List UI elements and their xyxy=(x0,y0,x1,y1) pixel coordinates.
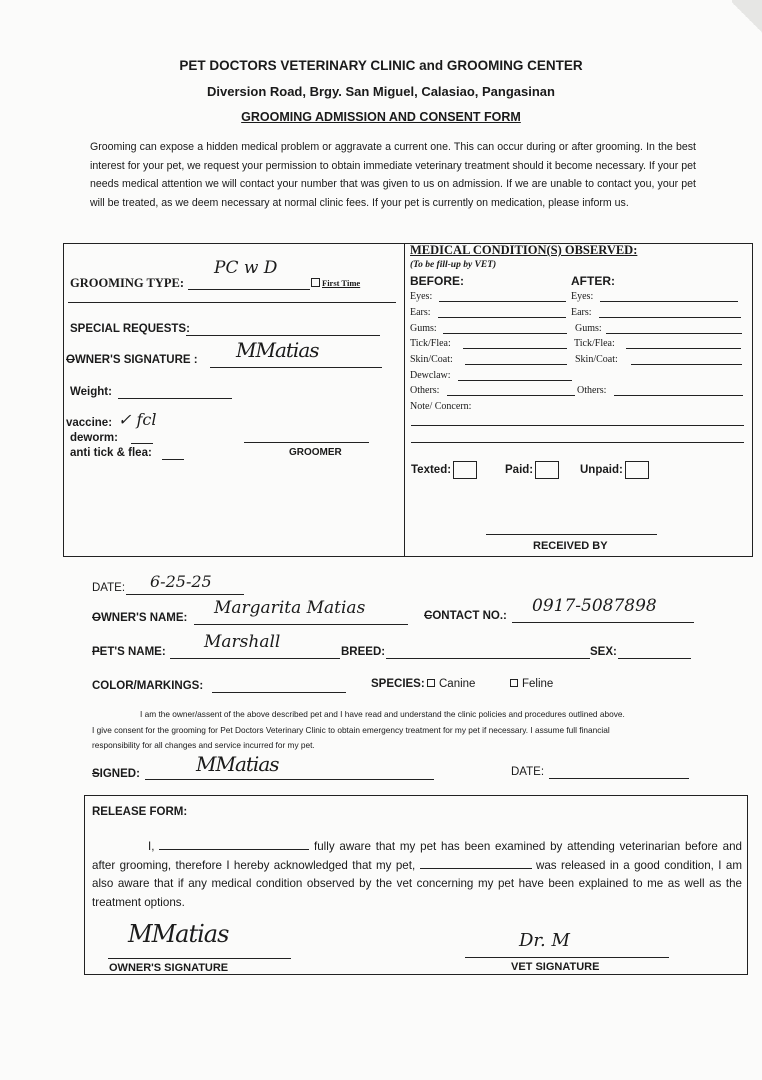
release-name-line[interactable] xyxy=(159,840,309,850)
pet-name-label xyxy=(92,646,166,658)
unpaid-box[interactable] xyxy=(625,461,649,479)
owner-signature-rest: WNER'S SIGNATURE : xyxy=(74,354,198,366)
contact-strike: C xyxy=(424,610,433,622)
contact-rest: ONTACT NO.: xyxy=(432,610,507,622)
first-time-checkbox[interactable] xyxy=(311,278,360,288)
unpaid-field[interactable] xyxy=(580,461,649,479)
pet-name-value[interactable]: Marshall xyxy=(204,632,281,652)
grooming-type-label: GROOMING TYPE: xyxy=(70,276,185,290)
grooming-extra-line xyxy=(68,302,396,303)
after-tick: Tick/Flea: xyxy=(574,338,615,349)
note-concern-label: Note/ Concern: xyxy=(410,401,472,412)
special-requests-label: SPECIAL REQUESTS: xyxy=(70,323,190,335)
paid-box[interactable] xyxy=(535,461,559,479)
vet-signature-label: VET SIGNATURE xyxy=(511,961,600,973)
release-part-2: was released in a good condition, I am also aware that if any medical condition observed by the vet concerning my pet have been explained to me as well as the treatment options. xyxy=(92,858,742,909)
special-requests-line xyxy=(186,335,380,336)
intro-paragraph: Grooming can expose a hidden medical problem or aggravate a current one. This can occur during or after grooming. In the best interest for your pet, we request your permission to obtain immediate veterinary treatment should it become necessary. If your pet needs medical attention we will contact your number that was given to us on admission. If we are unable to contact you, your pet will be treated, as we deem necessary at normal clinic fees. If your pet is currently on medication, please inform us. xyxy=(90,141,696,209)
before-eyes-line[interactable] xyxy=(439,301,566,302)
canine-label: Canine xyxy=(439,678,476,690)
after-skin-line[interactable] xyxy=(631,364,742,365)
first-time-box[interactable] xyxy=(311,278,320,287)
anti-tick-label: anti tick & flea: xyxy=(70,447,152,459)
owner-name-value[interactable]: Margarita Matias xyxy=(214,598,366,618)
box-divider xyxy=(404,243,405,557)
after-others-line[interactable] xyxy=(614,395,743,396)
before-skin: Skin/Coat: xyxy=(410,354,453,365)
date-line xyxy=(126,594,244,595)
release-owner-signature: MMatias xyxy=(128,920,229,948)
after-gums-line[interactable] xyxy=(606,333,742,334)
contact-label xyxy=(424,610,507,622)
texted-label: Texted: xyxy=(411,464,452,477)
owner-signature-1: MMatias xyxy=(236,338,319,362)
before-skin-line[interactable] xyxy=(465,364,567,365)
date-label: DATE: xyxy=(92,582,126,594)
received-by-label: RECEIVED BY xyxy=(533,540,608,552)
after-others: Others: xyxy=(577,385,607,396)
after-tick-line[interactable] xyxy=(626,348,741,349)
release-owner-label: OWNER'S SIGNATURE xyxy=(109,962,229,974)
release-title: RELEASE FORM: xyxy=(92,806,188,818)
after-ears-line[interactable] xyxy=(599,317,741,318)
owner-signature-label xyxy=(66,354,198,366)
consent-line-3: responsibility for all changes and service incurred for my pet. xyxy=(92,740,315,750)
before-gums-line[interactable] xyxy=(443,333,567,334)
signed-strike: S xyxy=(92,768,100,780)
after-ears: Ears: xyxy=(571,307,592,318)
signed-line xyxy=(145,779,434,780)
feline-option[interactable] xyxy=(510,678,553,690)
consent-line-1: I am the owner/assent of the above described pet and I have read and understand the clinic policies and procedures outlined above. xyxy=(140,709,625,719)
paid-field[interactable] xyxy=(505,461,559,479)
after-eyes: Eyes: xyxy=(571,291,594,302)
release-paragraph xyxy=(92,838,742,912)
anti-tick-line xyxy=(162,459,184,460)
owner-signature-strike: O xyxy=(66,354,75,366)
date-value[interactable]: 6-25-25 xyxy=(150,572,212,591)
before-tick: Tick/Flea: xyxy=(410,338,451,349)
before-others: Others: xyxy=(410,385,440,396)
after-label: AFTER: xyxy=(571,274,615,288)
signed-signature: MMatias xyxy=(196,752,279,776)
before-others-line[interactable] xyxy=(447,395,575,396)
note-line-1[interactable] xyxy=(411,425,744,426)
feline-label: Feline xyxy=(522,678,554,690)
canine-box[interactable] xyxy=(427,679,435,687)
release-i: I, xyxy=(148,840,155,853)
signed-label xyxy=(92,768,140,780)
clinic-address: Diversion Road, Brgy. San Miguel, Calasiao, Pangasinan xyxy=(207,84,555,99)
first-time-label: First Time xyxy=(322,278,361,288)
release-part-1: fully aware that my pet has been examined by attending veterinarian before and after grooming, therefore I hereby acknowledged that my pet, xyxy=(92,840,742,872)
pet-name-line xyxy=(170,658,340,659)
species-field xyxy=(371,678,425,690)
release-owner-line xyxy=(108,958,291,959)
before-dewclaw: Dewclaw: xyxy=(410,370,451,381)
before-eyes: Eyes: xyxy=(410,291,433,302)
clinic-name: PET DOCTORS VETERINARY CLINIC and GROOMING CENTER xyxy=(179,58,583,73)
owner-name-strike: O xyxy=(92,612,101,624)
deworm-line xyxy=(131,443,153,444)
vaccine-value: ✓ fcl xyxy=(118,410,157,429)
medical-note: (To be fill-up by VET) xyxy=(410,260,497,270)
feline-box[interactable] xyxy=(510,679,518,687)
weight-line xyxy=(118,398,232,399)
deworm-label: deworm: xyxy=(70,432,118,444)
signed-rest: IGNED: xyxy=(99,768,140,780)
paid-label: Paid: xyxy=(505,464,534,477)
vaccine-label: vaccine: xyxy=(66,417,113,429)
color-label: COLOR/MARKINGS: xyxy=(92,680,204,692)
before-ears: Ears: xyxy=(410,307,431,318)
before-dewclaw-line[interactable] xyxy=(458,380,572,381)
consent-date-label: DATE: xyxy=(511,766,545,778)
breed-label: BREED: xyxy=(341,646,386,658)
before-ears-line[interactable] xyxy=(438,317,566,318)
pet-name-rest: ET'S NAME: xyxy=(99,646,166,658)
grooming-type-line xyxy=(188,289,310,290)
grooming-type-value[interactable]: PC w D xyxy=(214,258,278,278)
page-fold xyxy=(732,0,762,35)
before-tick-line[interactable] xyxy=(463,348,567,349)
canine-option[interactable] xyxy=(427,678,475,690)
species-label: SPECIES: xyxy=(371,678,425,690)
vet-signature-line xyxy=(465,957,669,958)
texted-field[interactable] xyxy=(411,461,477,479)
after-gums: Gums: xyxy=(575,323,602,334)
unpaid-label: Unpaid: xyxy=(580,464,623,477)
note-line-2[interactable] xyxy=(411,442,744,443)
pet-name-strike: P xyxy=(92,646,100,658)
after-eyes-line[interactable] xyxy=(600,301,738,302)
owner-signature-line xyxy=(210,367,382,368)
texted-box[interactable] xyxy=(453,461,477,479)
vet-signature-value: Dr. M xyxy=(519,930,570,951)
after-skin: Skin/Coat: xyxy=(575,354,618,365)
owner-name-line xyxy=(194,624,408,625)
groomer-line xyxy=(244,442,369,443)
contact-line xyxy=(512,622,694,623)
consent-date-line[interactable] xyxy=(549,778,689,779)
color-line[interactable] xyxy=(212,692,346,693)
contact-value[interactable]: 0917-5087898 xyxy=(532,596,657,616)
before-label: BEFORE: xyxy=(410,274,464,288)
weight-label: Weight: xyxy=(70,386,112,398)
groomer-label: GROOMER xyxy=(289,447,342,458)
release-pet-line[interactable] xyxy=(420,859,532,869)
form-title: GROOMING ADMISSION AND CONSENT FORM xyxy=(241,110,521,124)
owner-name-label xyxy=(92,612,187,624)
medical-title: MEDICAL CONDITION(S) OBSERVED: xyxy=(410,243,638,257)
consent-line-2: I give consent for the grooming for Pet Doctors Veterinary Clinic to obtain emergency treatment for my pet if necessary. I assume full financial xyxy=(92,725,610,735)
sex-label: SEX: xyxy=(590,646,617,658)
sex-line[interactable] xyxy=(618,658,691,659)
owner-name-rest: WNER'S NAME: xyxy=(100,612,188,624)
received-by-line xyxy=(486,534,657,535)
before-gums: Gums: xyxy=(410,323,437,334)
breed-line[interactable] xyxy=(386,658,590,659)
